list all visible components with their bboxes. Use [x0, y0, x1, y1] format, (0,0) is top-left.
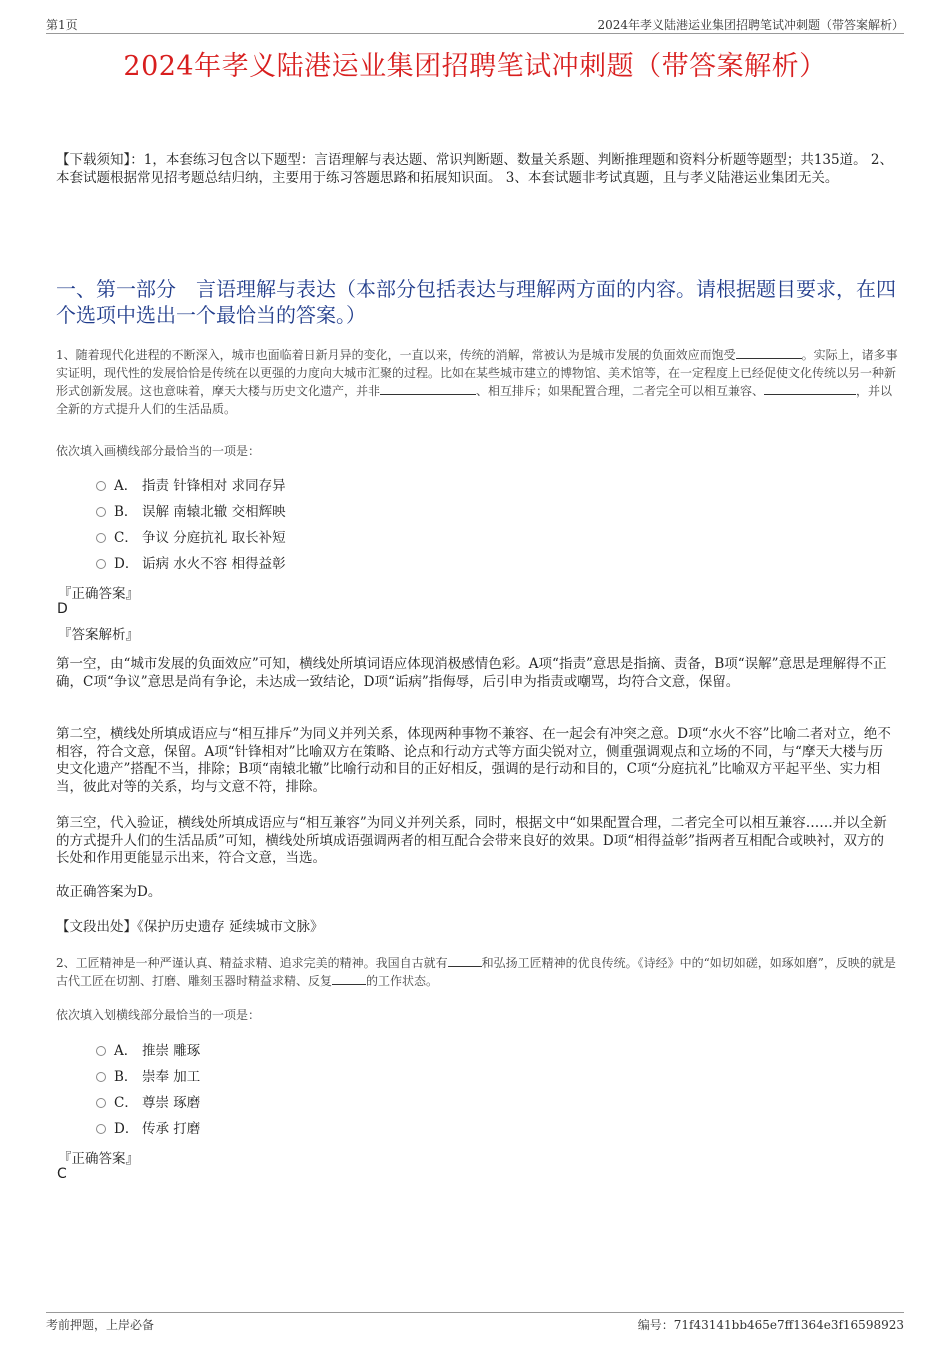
radio-icon[interactable] [96, 559, 106, 569]
question-2-text: 2、工匠精神是一种严谨认真、精益求精、追求完美的精神。我国自古就有 和弘扬工匠精神的优良传统。《诗经》中的“如切如磋，如琢如磨”，反映的就是古代工匠在切割、打磨、雕刻玉器时精益求精、反复 的工作状态。 [56, 956, 896, 988]
document-title: 2024年孝义陆港运业集团招聘笔试冲刺题（带答案解析） [123, 51, 827, 82]
question-1-options [96, 473, 286, 577]
page-footer [46, 1312, 904, 1332]
blank-2 [332, 973, 366, 985]
source-note: 【文段出处】《保护历史遗存 延续城市文脉》 [56, 919, 324, 935]
option-a[interactable]: A． 指责 针锋相对 求同存异 [96, 473, 286, 499]
answer-value: D [57, 601, 68, 617]
radio-icon[interactable] [96, 481, 106, 491]
blank-2 [380, 383, 476, 395]
question-1-text: 1、随着现代化进程的不断深入，城市也面临着日新月异的变化，一直以来，传统的消解，常被认为是城市发展的负面效应而饱受 。实际上，诸多事实证明，现代性的发展恰恰是传统在以更强的力度向大城市汇聚的过程。比如在某些城市建立的博物馆、美术馆等，在一定程度上已经促使文化传统以另一种新形式创新发展。这也意味着，摩天大楼与历史文化遗产，并非 、相互排斥；如果配置合理，二者完全可以相互兼容、 ，并以全新的方式提升人们的生活品质。 [56, 348, 898, 416]
question-2-options [96, 1038, 200, 1142]
analysis-paragraph-2: 第二空，横线处所填成语应与“相互排斥”为同义并列关系，体现两种事物不兼容、在一起会有冲突之意。D项“水火不容”比喻二者对立，绝不相容，符合文意，保留。A项“针锋相对”比喻双方在策略、论点和行动方式等方面尖锐对立，侧重强调观点和立场的不同，与“摩天大楼与历史文化遗产”搭配不当，排除；B项“南辕北辙”比喻行动和目的正好相反，强调的是行动和目的，C项“分庭抗礼”比喻双方平起平坐、实力相当，彼此对等的关系，均与文意不符，排除。 [56, 726, 891, 795]
option-c[interactable]: C． 尊崇 琢磨 [96, 1090, 200, 1116]
radio-icon[interactable] [96, 1098, 106, 1108]
question-2-prompt: 依次填入划横线部分最恰当的一项是： [56, 1008, 261, 1022]
blank-1 [448, 955, 482, 967]
answer-label: 『正确答案』 [58, 1151, 139, 1167]
option-b[interactable]: B． 崇奉 加工 [96, 1064, 200, 1090]
option-d[interactable]: D． 传承 打磨 [96, 1116, 200, 1142]
analysis-conclusion: 故正确答案为D。 [56, 884, 162, 900]
analysis-paragraph-1: 第一空，由“城市发展的负面效应”可知，横线处所填词语应体现消极感情色彩。A项“指责”意思是指摘、责备，B项“误解”意思是理解得不正确，C项“争议”意思是尚有争论，未达成一致结论，D项“诟病”指侮辱，后引申为指责或嘲骂，均符合文意，保留。 [56, 656, 887, 690]
download-notice: 【下载须知】：1，本套练习包含以下题型：言语理解与表达题、常识判断题、数量关系题、判断推理题和资料分析题等题型；共135道。 2、本套试题根据常见招考题总结归纳，主要用于练习答题思路和拓展知识面。 3、本套试题非考试真题，且与孝义陆港运业集团无关。 [56, 152, 893, 186]
option-a[interactable]: A． 推崇 雕琢 [96, 1038, 200, 1064]
radio-icon[interactable] [96, 533, 106, 543]
footer-slogan: 考前押题，上岸必备 [46, 1318, 155, 1332]
page-header [46, 14, 904, 34]
option-b[interactable]: B． 误解 南辕北辙 交相辉映 [96, 499, 286, 525]
option-d[interactable]: D． 诟病 水火不容 相得益彰 [96, 551, 286, 577]
answer-label: 『正确答案』 [58, 586, 139, 602]
radio-icon[interactable] [96, 1124, 106, 1134]
question-1-prompt: 依次填入画横线部分最恰当的一项是： [56, 444, 261, 458]
page-number: 第1页 [46, 18, 78, 32]
analysis-label: 『答案解析』 [58, 627, 139, 643]
analysis-paragraph-3: 第三空，代入验证，横线处所填成语应与“相互兼容”为同义并列关系，同时，根据文中“如果配置合理，二者完全可以相互兼容……并以全新的方式提升人们的生活品质”可知，横线处所填成语强调两者的相互配合会带来良好的效果。D项“相得益彰”指两者互相配合或映衬，双方的长处和作用更能显示出来，符合文意，当选。 [56, 815, 887, 866]
section-title: 一、第一部分 言语理解与表达（本部分包括表达与理解两方面的内容。请根据题目要求，在四个选项中选出一个最恰当的答案。） [56, 277, 896, 327]
option-c[interactable]: C． 争议 分庭抗礼 取长补短 [96, 525, 286, 551]
radio-icon[interactable] [96, 1046, 106, 1056]
blank-1 [736, 347, 802, 359]
radio-icon[interactable] [96, 507, 106, 517]
radio-icon[interactable] [96, 1072, 106, 1082]
header-doc-title: 2024年孝义陆港运业集团招聘笔试冲刺题（带答案解析） [597, 18, 904, 32]
answer-value: C [57, 1166, 67, 1182]
footer-serial: 编号：71f43141bb465e7ff1364e3f16598923 [637, 1318, 904, 1332]
blank-3 [764, 383, 856, 395]
